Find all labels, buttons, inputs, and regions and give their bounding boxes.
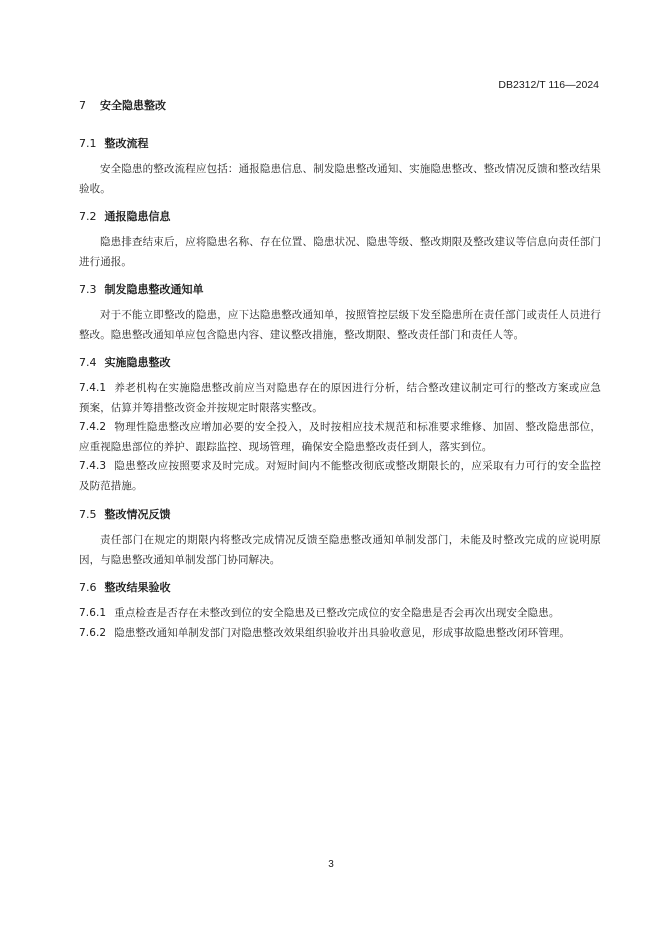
section-title: 实施隐患整改 [104,356,171,369]
section-heading [79,355,601,371]
clause-number: 7.4.2 [79,421,107,433]
clause-number: 7.6.1 [79,607,107,619]
section-number: 7.2 [79,210,97,223]
clause-text: 隐患整改通知单制发部门对隐患整改效果组织验收并出具验收意见，形成事故隐患整改闭环管理。 [114,626,571,639]
clause-list [79,604,601,643]
clause-item [79,624,601,644]
standard-number: DB2312/T 116—2024 [498,79,599,91]
clause-text: 隐患整改应按照要求及时完成。对短时间内不能整改彻底或整改期限长的，应采取有力可行的安全监控及防范措施。 [79,460,601,492]
chapter-heading [79,98,601,114]
clause-item [79,418,601,457]
section-title: 整改情况反馈 [104,508,171,521]
section-heading [79,209,601,225]
chapter-number: 7 [79,99,86,112]
section-heading [79,507,601,523]
section-number: 7.5 [79,508,97,521]
clause-list [79,379,601,496]
clause-item [79,457,601,496]
section-heading [79,580,601,596]
section-paragraph: 隐患排查结束后，应将隐患名称、存在位置、隐患状况、隐患等级、整改期限及整改建议等信息向责任部门进行通报。 [79,236,601,268]
clause-item [79,379,601,418]
section-paragraph: 责任部门在规定的期限内将整改完成情况反馈至隐患整改通知单制发部门，未能及时整改完成的应说明原因，与隐患整改通知单制发部门协同解决。 [79,534,601,566]
chapter-title: 安全隐患整改 [100,99,166,112]
page-number: 3 [328,859,334,870]
section-title: 整改结果验收 [104,581,171,594]
section-number: 7.4 [79,356,97,369]
section-number: 7.3 [79,283,97,296]
clause-text: 重点检查是否存在未整改到位的安全隐患及已整改完成位的安全隐患是否会再次出现安全隐患。 [114,607,560,619]
clause-number: 7.4.1 [79,382,107,394]
clause-number: 7.4.3 [79,460,107,472]
clause-item [79,604,601,624]
clause-number: 7.6.2 [79,626,107,639]
section-heading [79,282,601,298]
clause-text: 养老机构在实施隐患整改前应当对隐患存在的原因进行分析，结合整改建议制定可行的整改方案或应急预案，估算并筹措整改资金并按规定时限落实整改。 [79,382,601,414]
section-heading [79,136,601,152]
section-title: 通报隐患信息 [104,210,171,223]
section-paragraph: 对于不能立即整改的隐患，应下达隐患整改通知单，按照管控层级下发至隐患所在责任部门或责任人员进行整改。隐患整改通知单应包含隐患内容、建议整改措施，整改期限、整改责任部门和责任人等。 [79,309,601,341]
section-number: 7.1 [79,137,97,150]
document-body [79,98,601,654]
section-number: 7.6 [79,581,97,594]
section-paragraph: 安全隐患的整改流程应包括：通报隐患信息、制发隐患整改通知、实施隐患整改、整改情况反馈和整改结果验收。 [79,163,601,195]
section-title: 整改流程 [104,137,149,150]
clause-text: 物理性隐患整改应增加必要的安全投入，及时按相应技术规范和标准要求维修、加固、整改隐患部位，应重视隐患部位的养护、跟踪监控、现场管理，确保安全隐患整改责任到人，落实到位。 [79,421,601,453]
section-title: 制发隐患整改通知单 [104,283,204,296]
